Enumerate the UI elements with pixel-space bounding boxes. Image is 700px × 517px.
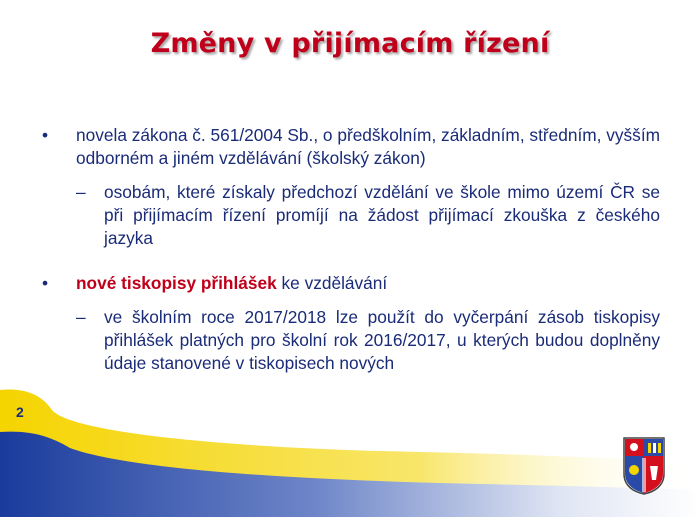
sub-bullet-text: ve školním roce 2017/2018 lze použít do vyčerpání zásob tiskopisy přihlášek platných pro školní rok 2016/2017, u kterých budou doplněny údaje stanovené v tiskopisech nových [104, 307, 660, 373]
bullet-marker: • [42, 125, 49, 145]
sub-bullet-item-2 [42, 306, 660, 375]
page-number: 2 [16, 404, 24, 420]
slide-title: Změny v přijímacím řízení [150, 28, 550, 59]
bullet-text: novela zákona č. 561/2004 Sb., o předškolním, základním, středním, vyšším odborném a jiném vzdělávání (školský zákon) [76, 125, 661, 168]
bullet-text: ke vzdělávání [276, 273, 388, 293]
bullet-item-1 [42, 124, 660, 170]
coat-of-arms-icon [622, 436, 666, 496]
sub-bullet-item-1 [42, 181, 660, 250]
bullet-marker: • [42, 273, 49, 293]
footer-swoosh-decoration [0, 370, 700, 517]
sub-bullet-text: osobám, které získaly předchozí vzdělání ve škole mimo území ČR se při přijímacím řízení promíjí na žádost přijímací zkouška z českého jazyka [104, 182, 660, 248]
highlighted-text: nové tiskopisy přihlášek [76, 273, 277, 293]
dash-marker: – [76, 307, 86, 327]
dash-marker: – [76, 182, 86, 202]
bullet-list [42, 124, 660, 375]
bullet-item-2 [42, 272, 660, 295]
